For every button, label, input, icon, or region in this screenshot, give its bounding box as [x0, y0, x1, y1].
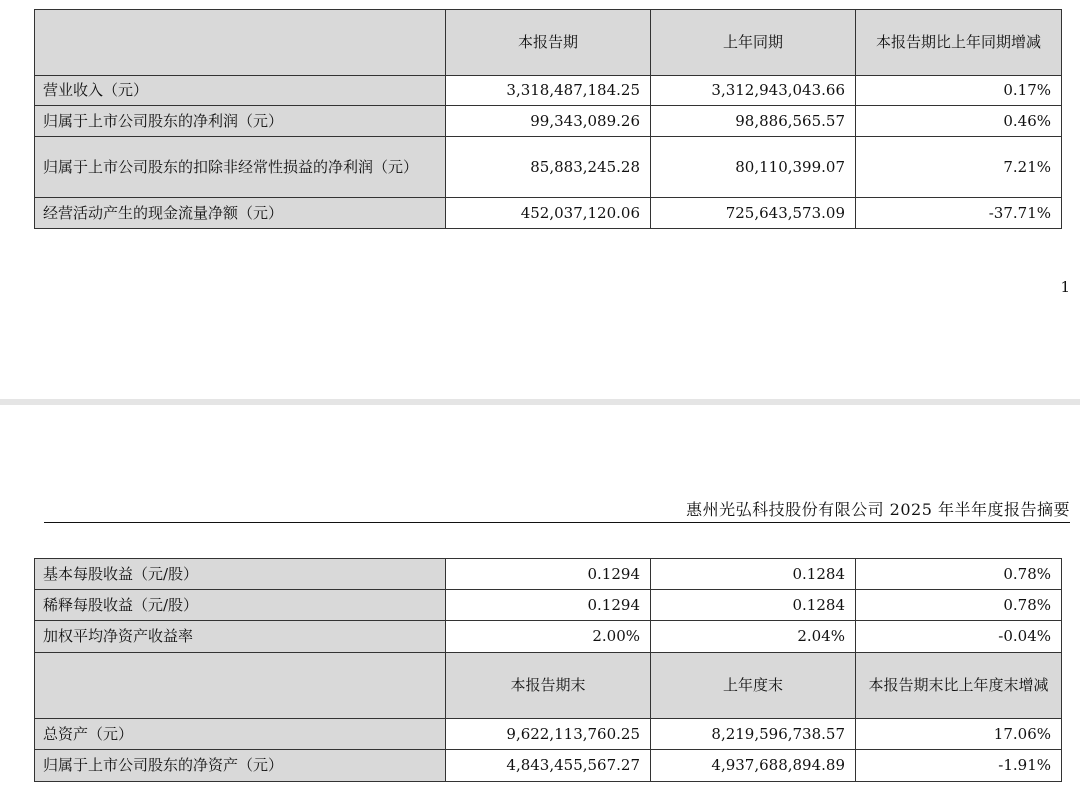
row-label: 经营活动产生的现金流量净额（元）: [35, 198, 446, 229]
cell-prior: 0.1284: [651, 590, 856, 621]
table-header-row: [35, 10, 1062, 76]
cell-change: -1.91%: [856, 750, 1062, 782]
header-blank-cell: [35, 10, 446, 76]
cell-current: 99,343,089.26: [446, 106, 651, 137]
cell-current: 0.1294: [446, 590, 651, 621]
cell-change: -0.04%: [856, 621, 1062, 653]
page-separator: [0, 399, 1080, 405]
header-current-period: 本报告期: [446, 10, 651, 76]
table-row: [35, 621, 1062, 653]
header-prior-period: 上年同期: [651, 10, 856, 76]
row-label: 归属于上市公司股东的净利润（元）: [35, 106, 446, 137]
document-header: 惠州光弘科技股份有限公司 2025 年半年度报告摘要: [686, 500, 1070, 519]
cell-change: 0.46%: [856, 106, 1062, 137]
table-row: [35, 719, 1062, 750]
row-label: 基本每股收益（元/股）: [35, 559, 446, 590]
row-label: 总资产（元）: [35, 719, 446, 750]
row-label: 归属于上市公司股东的扣除非经常性损益的净利润（元）: [35, 137, 446, 198]
table-row: [35, 137, 1062, 198]
cell-current: 2.00%: [446, 621, 651, 653]
cell-prior: 725,643,573.09: [651, 198, 856, 229]
table-row: [35, 559, 1062, 590]
cell-change: -37.71%: [856, 198, 1062, 229]
cell-prior: 0.1284: [651, 559, 856, 590]
cell-current: 4,843,455,567.27: [446, 750, 651, 782]
cell-prior: 80,110,399.07: [651, 137, 856, 198]
table-row: [35, 198, 1062, 229]
income-table: [34, 9, 1062, 229]
cell-current: 0.1294: [446, 559, 651, 590]
cell-current: 9,622,113,760.25: [446, 719, 651, 750]
cell-change: 0.78%: [856, 590, 1062, 621]
cell-change: 0.78%: [856, 559, 1062, 590]
header-change: 本报告期末比上年度末增减: [856, 653, 1062, 719]
cell-prior: 4,937,688,894.89: [651, 750, 856, 782]
table-row: [35, 590, 1062, 621]
cell-prior: 2.04%: [651, 621, 856, 653]
cell-change: 17.06%: [856, 719, 1062, 750]
row-label: 稀释每股收益（元/股）: [35, 590, 446, 621]
row-label: 加权平均净资产收益率: [35, 621, 446, 653]
per-share-and-assets-table: [34, 558, 1062, 782]
cell-prior: 8,219,596,738.57: [651, 719, 856, 750]
header-period-end: 本报告期末: [446, 653, 651, 719]
cell-change: 7.21%: [856, 137, 1062, 198]
header-prior-year-end: 上年度末: [651, 653, 856, 719]
header-blank-cell: [35, 653, 446, 719]
row-label: 营业收入（元）: [35, 76, 446, 106]
table-header-row: [35, 653, 1062, 719]
table-row: [35, 76, 1062, 106]
table-row: [35, 750, 1062, 782]
header-change: 本报告期比上年同期增减: [856, 10, 1062, 76]
row-label: 归属于上市公司股东的净资产（元）: [35, 750, 446, 782]
cell-current: 452,037,120.06: [446, 198, 651, 229]
cell-prior: 3,312,943,043.66: [651, 76, 856, 106]
header-rule: [44, 522, 1070, 523]
cell-prior: 98,886,565.57: [651, 106, 856, 137]
table-row: [35, 106, 1062, 137]
page-number: 1: [1060, 278, 1070, 296]
cell-change: 0.17%: [856, 76, 1062, 106]
cell-current: 85,883,245.28: [446, 137, 651, 198]
cell-current: 3,318,487,184.25: [446, 76, 651, 106]
